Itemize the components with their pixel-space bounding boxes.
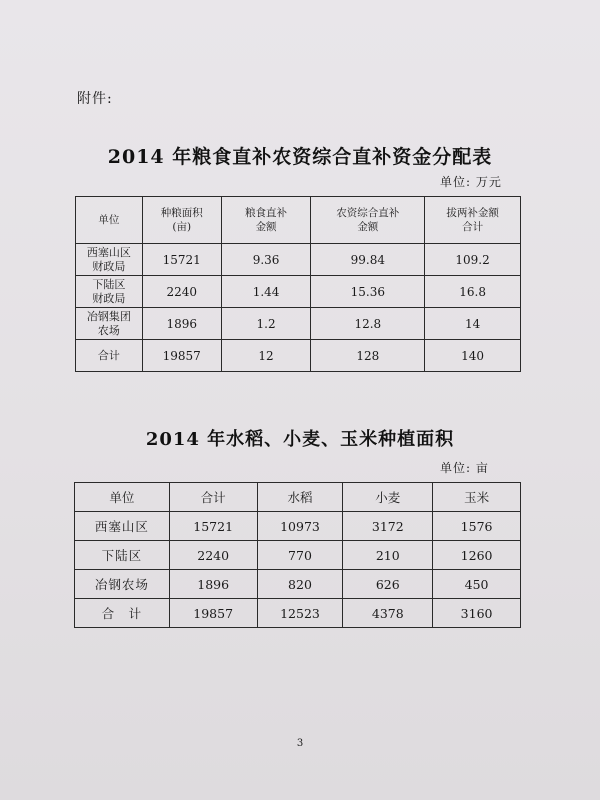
table-cell: 1896 <box>142 308 221 340</box>
table-cell: 4378 <box>343 599 433 628</box>
row-label: 下陆区 财政局 <box>76 276 143 308</box>
table-cell: 1.44 <box>221 276 311 308</box>
table-cell: 3160 <box>433 599 521 628</box>
table-cell: 626 <box>343 570 433 599</box>
row-label: 西塞山区 财政局 <box>76 244 143 276</box>
table-cell: 2240 <box>142 276 221 308</box>
table-cell: 12523 <box>257 599 343 628</box>
table-cell: 1.2 <box>221 308 311 340</box>
table-row <box>75 512 521 541</box>
table-cell: 14 <box>425 308 521 340</box>
table1-header-total-amount: 拔两补金额 合计 <box>425 197 521 244</box>
table-total-row <box>76 340 521 372</box>
table-row <box>76 308 521 340</box>
table-row <box>76 244 521 276</box>
table2-unit: 单位: 亩 <box>440 461 489 475</box>
table-cell: 19857 <box>142 340 221 372</box>
row-label: 冶钢集团 农场 <box>76 308 143 340</box>
table-cell: 1260 <box>433 541 521 570</box>
row-label: 冶钢农场 <box>75 570 170 599</box>
table-row <box>75 570 521 599</box>
fund-allocation-table <box>75 196 521 372</box>
table2-header-corn: 玉米 <box>433 483 521 512</box>
table-total-row <box>75 599 521 628</box>
table2-header-total: 合计 <box>169 483 257 512</box>
table-row <box>75 541 521 570</box>
table-cell: 770 <box>257 541 343 570</box>
table1-header-grain-subsidy: 粮食直补 金额 <box>221 197 311 244</box>
page-number: 3 <box>296 738 304 749</box>
attachment-label: 附件: <box>77 91 113 107</box>
table2-title: 2014 年水稻、小麦、玉米种植面积 <box>145 429 455 450</box>
table1-header-unit: 单位 <box>76 197 143 244</box>
table2-header-unit: 单位 <box>75 483 170 512</box>
table-cell: 15721 <box>142 244 221 276</box>
table-cell: 99.84 <box>311 244 425 276</box>
table2-header-rice: 水稻 <box>257 483 343 512</box>
table-cell: 15721 <box>169 512 257 541</box>
table-cell: 1896 <box>169 570 257 599</box>
table-cell: 15.36 <box>311 276 425 308</box>
table-row <box>76 276 521 308</box>
table-cell: 3172 <box>343 512 433 541</box>
table-cell: 19857 <box>169 599 257 628</box>
table-cell: 12.8 <box>311 308 425 340</box>
table-cell: 820 <box>257 570 343 599</box>
table-cell: 109.2 <box>425 244 521 276</box>
table-cell: 2240 <box>169 541 257 570</box>
table2-header-wheat: 小麦 <box>343 483 433 512</box>
table-cell: 16.8 <box>425 276 521 308</box>
table-cell: 140 <box>425 340 521 372</box>
table-cell: 1576 <box>433 512 521 541</box>
row-label: 合计 <box>76 340 143 372</box>
row-label: 合 计 <box>75 599 170 628</box>
table1-header-area: 种粮面积 (亩) <box>142 197 221 244</box>
table1-header-row <box>76 197 521 244</box>
planting-area-table <box>74 482 521 628</box>
table-cell: 210 <box>343 541 433 570</box>
table-cell: 12 <box>221 340 311 372</box>
table-cell: 450 <box>433 570 521 599</box>
table1-title: 2014 年粮食直补农资综合直补资金分配表 <box>107 146 493 168</box>
row-label: 西塞山区 <box>75 512 170 541</box>
table-cell: 9.36 <box>221 244 311 276</box>
table2-header-row <box>75 483 521 512</box>
table-cell: 10973 <box>257 512 343 541</box>
table1-unit: 单位: 万元 <box>440 175 502 189</box>
row-label: 下陆区 <box>75 541 170 570</box>
table1-header-agri-subsidy: 农资综合直补 金额 <box>311 197 425 244</box>
table-cell: 128 <box>311 340 425 372</box>
